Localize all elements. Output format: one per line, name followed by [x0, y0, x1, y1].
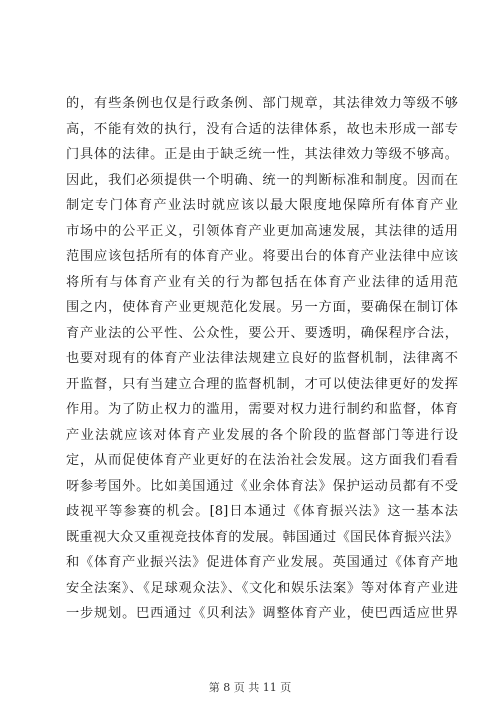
text-line: 市场中的公平正义，引领体育产业更加高速发展，其法律的适用	[66, 223, 458, 239]
text-line: 门具体的法律。正是由于缺乏统一性，其法律效力等级不够高。	[66, 147, 458, 162]
text-line: 呀参考国外。比如美国通过《业余体育法》保护运动员都有不受	[66, 478, 458, 494]
text-line: 将所有与体育产业有关的行为都包括在体育产业法律的适用范	[66, 274, 458, 290]
text-line: 高，不能有效的执行，没有合适的法律体系，故也未形成一部专	[66, 121, 458, 137]
text-line: 的，有些条例也仅是行政条例、部门规章，其法律效力等级不够	[66, 96, 458, 111]
text-line: 歧视平等参赛的机会。[8]日本通过《体育振兴法》这一基本法	[66, 504, 458, 519]
text-line: 一步规划。巴西通过《贝利法》调整体育产业，使巴西适应世界	[66, 606, 458, 621]
text-line: 制定专门体育产业法时就应该以最大限度地保障所有体育产业	[66, 198, 458, 213]
text-line: 也要对现有的体育产业法律法规建立良好的监督机制，法律离不	[66, 351, 458, 366]
text-line: 产业法就应该对体育产业发展的各个阶段的监督部门等进行设	[66, 427, 458, 443]
text-line: 定，从而促使体育产业更好的在法治社会发展。这方面我们看看	[66, 453, 458, 468]
text-line: 既重视大众又重视竞技体育的发展。韩国通过《国民体育振兴法》	[66, 529, 458, 545]
text-line: 围之内，使体育产业更规范化发展。另一方面，要确保在制订体	[66, 300, 458, 315]
text-line: 范围应该包括所有的体育产业。将要出台的体育产业法律中应该	[66, 249, 458, 264]
text-line: 作用。为了防止权力的滥用，需要对权力进行制约和监督，体育	[66, 402, 458, 417]
text-line: 育产业法的公平性、公众性，要公开、要透明，确保程序合法，	[66, 325, 458, 341]
text-line: 开监督，只有当建立合理的监督机制，才可以使法律更好的发挥	[66, 376, 458, 392]
body-paragraph	[66, 91, 458, 627]
text-line: 和《体育产业振兴法》促进体育产业发展。英国通过《体育产地	[66, 555, 458, 570]
page-number-footer: 第 8 页 共 11 页	[208, 681, 292, 694]
text-line: 安全法案》、《足球观众法》、《文化和娱乐法案》等对体育产业进	[66, 580, 458, 596]
text-line: 因此，我们必须提供一个明确、统一的判断标准和制度。因而在	[66, 172, 458, 188]
